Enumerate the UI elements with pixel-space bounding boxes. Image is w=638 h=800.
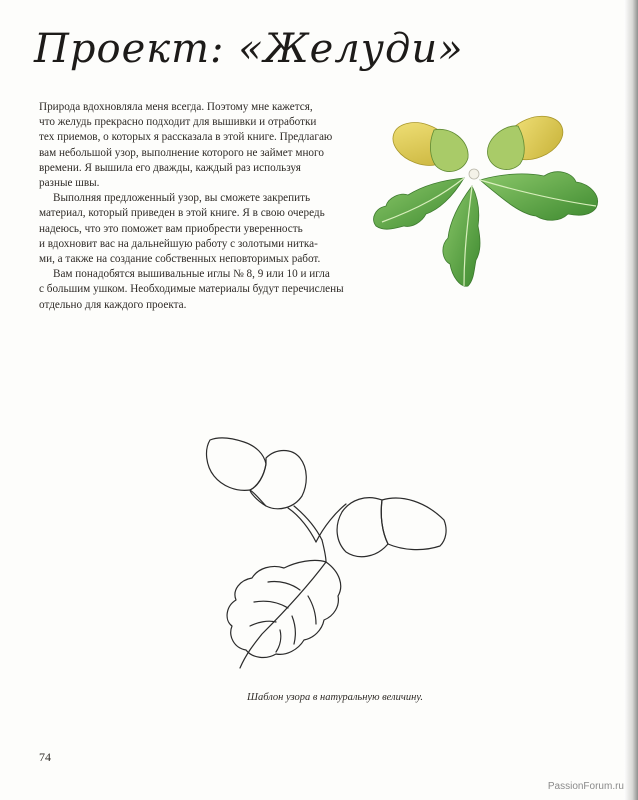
text-line: Вам понадобятся вышивальные иглы № 8, 9 или 10 и игла (53, 268, 330, 281)
text-line: отдельно для каждого проекта. (39, 298, 187, 311)
template-caption: Шаблон узора в натуральную величину. (247, 692, 423, 703)
page-number: 74 (39, 750, 51, 764)
template-acorn-left-cup (250, 451, 306, 509)
template-leaf-vein (240, 562, 326, 668)
text-line: ми, а также на создание собственных неповторимых работ. (39, 253, 321, 266)
template-acorn-right-nut (381, 498, 446, 550)
center-bead (469, 169, 479, 179)
leaf-bottom (443, 186, 480, 286)
template-acorn-right-cup (337, 498, 388, 557)
text-line: Природа вдохновляла меня всегда. Поэтому мне кажется, (39, 101, 313, 113)
leaf-left (374, 178, 464, 229)
template-acorn-left-nut (207, 438, 266, 491)
paragraph-3 (39, 267, 379, 313)
paragraph-1 (39, 100, 379, 191)
text-line: вам небольшой узор, выполнение которого не займет много (39, 146, 324, 159)
paragraph-2 (39, 191, 379, 267)
text-line: Выполняя предложенный узор, вы сможете закрепить (53, 192, 311, 205)
text-line: с большим ушком. Необходимые материалы будут перечислены (39, 283, 344, 296)
leaf-right (480, 172, 598, 221)
page-edge-shadow (624, 0, 638, 800)
template-leaf (227, 560, 341, 657)
text-line: тех приемов, о которых я рассказала в этой книге. Предлагаю (39, 131, 333, 144)
body-text (39, 100, 379, 313)
watermark: PassionForum.ru (547, 781, 624, 792)
text-line: разные швы. (39, 177, 100, 190)
acorn-left-cup (430, 129, 468, 171)
acorn-right-cup (487, 126, 524, 170)
text-line: что желудь прекрасно подходит для вышивки и отработки (39, 116, 317, 129)
text-line: материал, который приведен в этой книге. Я в свою очередь (39, 207, 325, 220)
page-title: Проект: «Желуди» (34, 26, 464, 72)
text-line: времени. Я вышила его дважды, каждый раз используя (39, 161, 301, 174)
text-line: надеюсь, что это поможет вам приобрести уверенность (39, 222, 303, 235)
acorn-template-outline (196, 430, 466, 685)
acorn-embroidery-illustration (364, 110, 614, 295)
text-line: и вдохновит вас на дальнейшую работу с золотыми нитка- (39, 237, 318, 250)
